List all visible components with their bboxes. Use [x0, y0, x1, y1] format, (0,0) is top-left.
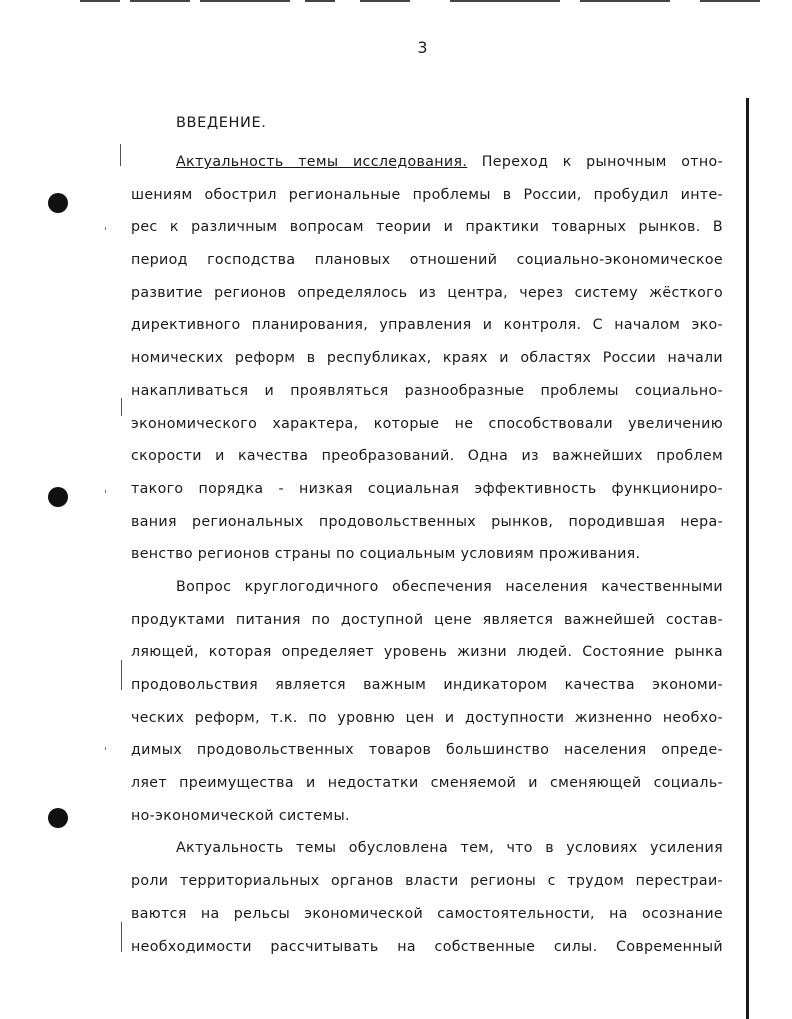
margin-speck: ' [104, 225, 108, 238]
text-line: вания региональных продовольственных рынков, породившая нера- [131, 513, 723, 530]
text-line: Вопрос круглогодичного обеспечения населения качественными [176, 578, 723, 595]
scan-top-line [580, 0, 670, 2]
scan-top-line [305, 0, 335, 2]
binder-hole [48, 193, 68, 213]
scan-top-line [200, 0, 290, 2]
text-line: номических реформ в республиках, краях и областях России начали [131, 350, 723, 367]
text-line: димых продовольственных товаров большинство населения опреде- [131, 742, 723, 759]
scan-top-line [360, 0, 410, 2]
scan-top-line [130, 0, 190, 2]
text-line: ляет преимущества и недостатки сменяемой и сменяющей социаль- [131, 775, 723, 792]
margin-mark [121, 660, 122, 690]
body-text [131, 146, 723, 963]
scan-top-line [80, 0, 120, 2]
text-line: скорости и качества преобразований. Одна из важнейших проблем [131, 448, 723, 465]
page-number: 3 [417, 38, 428, 57]
text-line: накапливаться и проявляться разнообразные проблемы социально- [131, 382, 723, 399]
text-line: ваются на рельсы экономической самостоятельности, на осознание [131, 905, 723, 922]
margin-speck: ' [104, 488, 108, 501]
text-line: ляющей, которая определяет уровень жизни людей. Состояние рынка [131, 644, 723, 661]
text-line: необходимости рассчитывать на собственные силы. Современный [131, 938, 723, 955]
text-line: венство регионов страны по социальным условиям проживания. [131, 546, 641, 563]
margin-mark [120, 144, 121, 166]
text-line: шениям обострил региональные проблемы в России, пробудил инте- [131, 186, 723, 203]
scan-top-line [450, 0, 560, 2]
text-line: ческих реформ, т.к. по уровню цен и доступности жизненно необхо- [131, 709, 723, 726]
text-line: экономического характера, которые не способствовали увеличению [131, 415, 723, 432]
text-line: развитие регионов определялось из центра, через систему жёсткого [131, 284, 723, 301]
text-line: Актуальность темы обусловлена тем, что в условиях усиления [176, 840, 723, 857]
text-line: Актуальность темы исследования. Переход к рыночным отно- [176, 154, 723, 170]
text-line: рес к различным вопросам теории и практики товарных рынков. В [131, 219, 723, 236]
binder-hole [48, 487, 68, 507]
scan-top-line [700, 0, 760, 2]
text-line: такого порядка - низкая социальная эффективность функциониро- [131, 480, 723, 497]
text-line: но-экономической системы. [131, 807, 350, 824]
section-heading: ВВЕДЕНИЕ. [176, 115, 267, 131]
text-line: директивного планирования, управления и контроля. С началом эко- [131, 317, 723, 334]
binder-hole [48, 808, 68, 828]
margin-mark [121, 922, 122, 952]
scan-right-edge [746, 98, 749, 1019]
paragraph-lead: Актуальность темы исследования. [176, 154, 468, 170]
text-line: продовольствия является важным индикатором качества экономи- [131, 677, 723, 693]
text-line: период господства плановых отношений социально-экономическое [131, 252, 723, 269]
margin-speck: ' [104, 745, 108, 758]
margin-mark [121, 398, 122, 416]
text-line: продуктами питания по доступной цене является важнейшей состав- [131, 611, 723, 628]
text-line: роли территориальных органов власти регионы с трудом перестраи- [131, 873, 723, 890]
